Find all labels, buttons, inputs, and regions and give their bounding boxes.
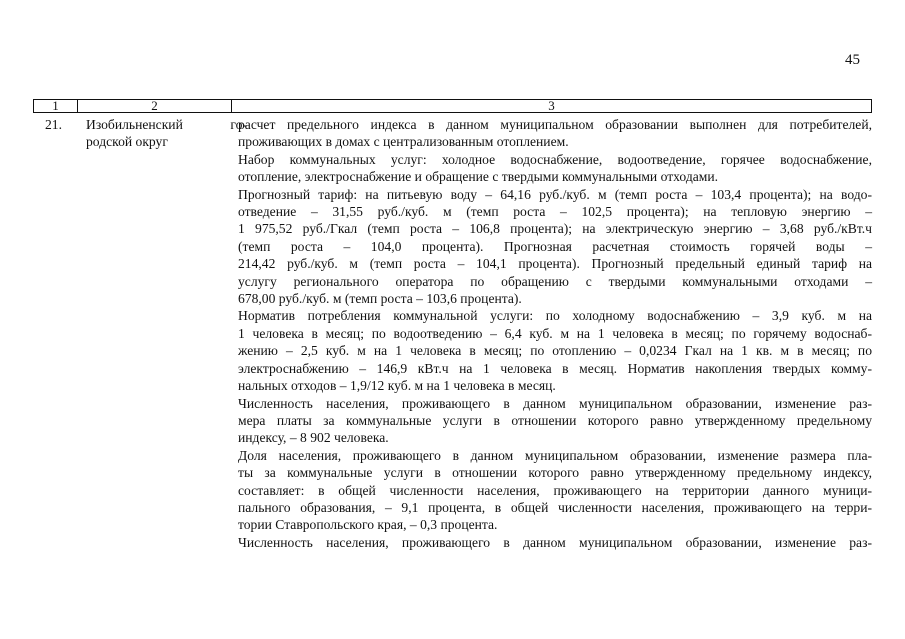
description-cell xyxy=(238,116,872,551)
text-line: Численность населения, проживающего в данном муниципальном образовании, изменение раз- xyxy=(238,534,872,550)
text-line: Доля населения, проживающего в данном муниципальном образовании, изменение размера пла- xyxy=(238,447,872,463)
row-number: 21. xyxy=(45,117,62,132)
table-header-col-1: 1 xyxy=(34,100,78,112)
table-header-row xyxy=(33,99,872,113)
page-number: 45 xyxy=(845,52,860,68)
text-line: услугу регионального оператора по обращению с твердыми коммунальными отходами – xyxy=(238,273,872,289)
municipality-name-line: Изобильненский го- xyxy=(86,117,247,132)
municipality-name-line: родской округ xyxy=(86,134,168,150)
text-line: электроснабжению – 146,9 кВт.ч на 1 человека в месяц. Норматив накопления твердых комму- xyxy=(238,360,872,376)
municipality-name xyxy=(86,116,247,151)
description-paragraph xyxy=(238,186,872,308)
text-line: 1 человека в месяц; по водоотведению – 6,4 куб. м на 1 человека в месяц; по горячему водоснаб- xyxy=(238,325,872,341)
description-paragraph xyxy=(238,395,872,447)
text-line: составляет: в общей численности населения, проживающего на территории данного муници- xyxy=(238,482,872,498)
description-paragraph xyxy=(238,151,872,186)
description-paragraph xyxy=(238,116,872,151)
text-line: (темп роста – 104,0 процента). Прогнозная расчетная стоимость горячей воды – xyxy=(238,238,872,254)
text-line: проживающих в домах с централизованным отоплением. xyxy=(238,134,569,150)
text-line: пального образования, – 9,1 процента, в общей численности населения, проживающего на терри- xyxy=(238,499,872,515)
text-line: расчет предельного индекса в данном муниципальном образовании выполнен для потребителей, xyxy=(238,117,872,132)
text-line: Набор коммунальных услуг: холодное водоснабжение, водоотведение, горячее водоснабжение, xyxy=(238,151,872,167)
text-line: 1 975,52 руб./Гкал (темп роста – 106,8 процента); на электрическую энергию – 3,68 руб./кВт.ч xyxy=(238,221,872,237)
text-line: ты за коммунальные услуги в отношении которого равно утвержденному предельному индексу, xyxy=(238,465,872,481)
table-header-col-3: 3 xyxy=(548,98,555,113)
text-line: индексу, – 8 902 человека. xyxy=(238,430,389,446)
text-line: отведение – 31,55 руб./куб. м (темп роста – 102,5 процента); на тепловую энергию – xyxy=(238,204,872,220)
description-paragraph xyxy=(238,534,872,551)
text-line: отопление, электроснабжение и обращение с твердыми коммунальными отходами. xyxy=(238,169,719,185)
text-line: 214,42 руб./куб. м (темп роста – 104,1 процента). Прогнозный предельный единый тариф на xyxy=(238,256,872,272)
text-line: мера платы за коммунальные услуги в отношении которого равно утвержденному предельному xyxy=(238,412,872,428)
text-line: Прогнозный тариф: на питьевую воду – 64,16 руб./куб. м (темп роста – 103,4 процента); на водо- xyxy=(238,186,872,202)
description-paragraph xyxy=(238,447,872,534)
text-line: Численность населения, проживающего в данном муниципальном образовании, изменение раз- xyxy=(238,395,872,411)
description-paragraph xyxy=(238,307,872,394)
text-line: тории Ставропольского края, – 0,3 процента. xyxy=(238,517,498,533)
table-header-col-2: 2 xyxy=(78,100,232,112)
text-line: жению – 2,5 куб. м на 1 человека в месяц; по отоплению – 0,0234 Гкал на 1 кв. м в месяц; по xyxy=(238,343,872,359)
text-line: 678,00 руб./куб. м (темп роста – 103,6 процента). xyxy=(238,291,522,307)
text-line: нальных отходов – 1,9/12 куб. м на 1 человека в месяц. xyxy=(238,378,556,394)
text-line: Норматив потребления коммунальной услуги: по холодному водоснабжению – 3,9 куб. м на xyxy=(238,308,872,324)
